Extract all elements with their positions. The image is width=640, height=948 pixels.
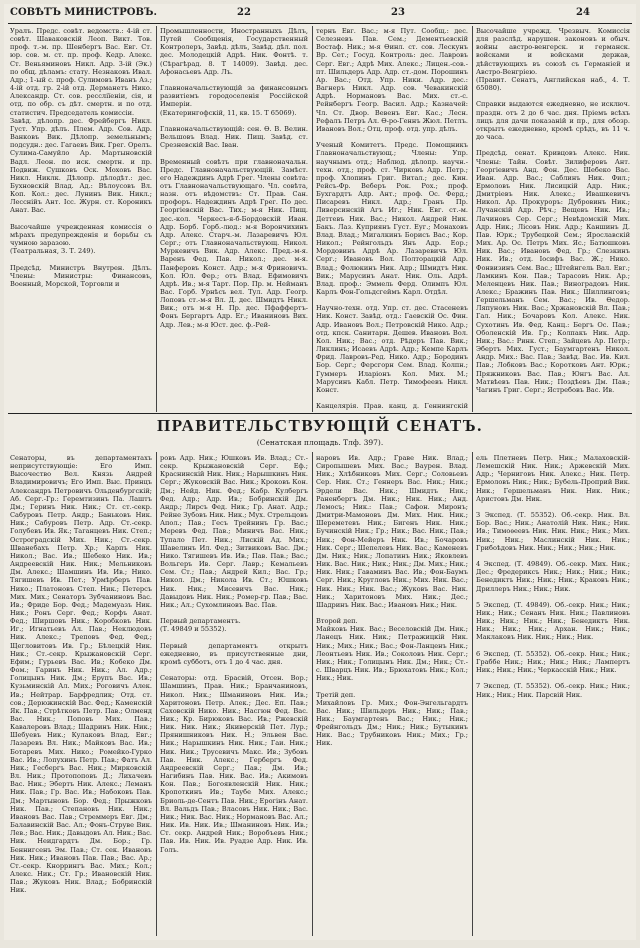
column-divider: [156, 26, 157, 412]
senate-address: (Сенатская площадь. Тлф. 397).: [256, 438, 384, 447]
column-3: [316, 27, 468, 411]
column-6: [160, 454, 308, 934]
column-divider: [472, 452, 473, 936]
page-number-23: 23: [391, 7, 405, 18]
column-6-text: ровъ Адр. Ник.; Юшковъ Ив. Влад.; Ст.-секр. Крыжановскій Серг. Еф.; Краснинскій Ник. Ник.; Нарышкинъ Ник. Серг.; Жуковскій Вас. Ник.; Кроковъ Кон. Дм.; Нейд. Ник. Фед.; Кабр. Кулбергъ Фед. Адр.; Адр. Ив.; Бобринскій Дм. Андр.; Лирсъ Фед. Ник.; Гр. Анат. Адр.; Рейне Зубовъ Ник. Ник.; Мух. Стрельцовъ Апол.; Пав.; Гесъ Трейнинъ Гр. Вас.; Меревъ Фед. Пав.; Миничъ Вас. Ник.; Тупало Пет. Ник.; Лискій Ад. Мих.; Шавелинъ Ил. Фед.; Зитвиковъ Вас. Дм.; Нико. Тягишевъ Ив. Ив.; Пав. Пав.; Вас.; Вольгеръ Ив. Серг. Лавр.; Кемальевъ Сем. Ст.; Пав.; Андрей Кил.; Вас. Гр.; Никол. Дм.; Никола Ив. Ст.; Юшковъ Ник. Ник.; Мисевичъ Вас. Ник.; Давыдовъ Ник. Ник.; Ромер-гр. Пав.; Вас. Ник.; Ал.; Сухомлиновъ Вас. Пав. Первый департаментъ. (Т. 49849 и 55352). Первый департаментъ открытъ ежедневно, въ присутственные дни, кромѣ субботъ, отъ 1 до 4 час. дня. Сенаторы: отд. Брасвій, Отсен. Вор.; Шамшинъ, Прав. Ник.; Бранчаниновъ, Никол. Ник.; Шманиновъ Ник. Ив.; Харитоновъ Петр. Алек.; Дес. Еп. Пав.; Саховскій Нико. Ник.; Насгюн Фед. Вас. Ник.; Кр. Бирюковъ Вас. Ив.; Ржевскій Ник. Ник. Ник.; Якиверскій Пет. Лур.; Прянишниковъ Ник. Н.; Эльвен Вас. Ник.; Нарышкинъ Ник. Ник.; Гаи. Ник.; Ник. Ник.; Трусевичъ Макс. Ив.; Зубовъ Пав. Ник. Алекс.; Гербергъ Фед. Андреевскій Серг.; Пав.; Дм. Ив.; Нагибинъ Пав. Ник. Вас. Ив.; Акимовъ Кон. Пав.; Богоявленскій Ник. Ник.; Кропоткинъ Ив.; Таубе Мих. Алекс.; Бриоль-де-Сентъ Пав. Ник.; Ерогінъ Анат. Вл. Вальдъ Пав.; Власовъ Ник. Ник.; Вас. Ник.; Ник. Вас. Ник.; Нормановъ Вас. Ал.; Ник. Ив. Ник. Ив.; Шманиновъ Ник. Ив.; Ст. секр. Андрей Ник.; Воробъевъ Ник.; Пав. Ив. Ник. Ив. Руадзе Адр. Ник. Ив. Голъ.: [160, 454, 308, 854]
column-divider: [156, 452, 157, 936]
column-5: [10, 454, 152, 934]
page-number-24: 24: [576, 7, 590, 18]
column-4-text: Высочайше учрежд. Чрезвыч. Комиссія для разслѣд. нарушен. законовъ и обыч. войны австро-венгерск. и германск. войсками и войсками держав, дѣйствующихъ въ союзѣ съ Германіей и Австро-Венгріею. (Правит. Сенатъ, Английская наб., 4. Т. 65080). Справки выдаются ежедневно, не исключ. праздн. отъ 2 до 6 час. дня. Пріемъ всѣхъ лицъ для дачи показаній и пр., для обозр. открытъ ежедневно, кромѣ срѣдъ, въ 11 ч. до часа. Предсѣд. сенат. Кривцовъ Алекс. Ник. Члены: Тайн. Совѣт. Зилиферовъ Ант. Георгіевичъ Анд. Фон. Дес. Шебеко Вас. Иван. Адр. Вас.; Саблинъ Ник. Фил.; Ермоловъ Ник. Лисицкій Адр. Ник.; Дмитріевъ Ник. Алекс.; Ивашкевичъ Никол. Ар. Прокуроръ: Дубровинъ Ник.; Лучанскій Адр. Рѣч.; Вещевъ Ник. Ив.; Лачиновъ Сер. Серг.; Невѣдомскій Мих. Адр. Ник.; Лісовъ Ник. Адр.; Каншинъ Д. Пав. Юрк.; Трубецкой Сем.; Ярославскій Мих. Ар. Ос. Петръ Мих. Яс.; Батюшковъ Ник. Вас.; Ивановъ Фед. Гр.; Слезкинъ Ник. Ив.; отд. Іосифъ Вас. Ж.; Нико. Фонвизинъ Сем. Вас.; Штейнгель Вал. Евг.; Ламкинъ Кон. Пав.; Тарасовъ Ник. Ар.; Меленцевъ Ник. Пав.; Виноградовъ Ник. Алекс.; Бражинъ Пав. Ник.; Шиллинговъ; Гершельманъ Сем. Вас.; Ив. Ѳедор. Ляпуновъ Ник. Вас.; Хржановскій Вл. Пав.; Гал. Ник.; Бочаровъ Кол. Алекс. Ник. Сухотинъ Ив. Фед. Канц.: Бергъ Ос. Пав.; Оболенскій Ив. Гр.; Колпакъ Ник. Адр. Ник.; Вас.: Ринк. Степ.; Зайцевъ Ар. Петр.; Эбертъ Мих. Густ.; Баумгартенъ Никол. Андр. Мих.: Вас. Пав.; Завѣд. Вас. Ив. Кил. Пав.; Лобковъ Вас.; Коротковъ Ант. Юрк.; Пряжниковъ Вас. Пав.; Юнгъ Вас. Ал. Матвѣевъ Пав. Ник.; Поздѣевъ Дм. Пав.; Чагинъ Григ. Серг.; Ястребовъ Вас. Ив.: [476, 27, 630, 394]
page: [4, 4, 636, 940]
header-rule: [8, 23, 632, 24]
column-1-text: Уралъ. Предс. совѣт. ведомств.: 4-ій ст. совѣт. Шаваковскій Леоп. Викт. Тов. проф. т.-м. пр. Шенбергъ Вас. Евг. Ст. юр. сов. м. ст. пр. проф. Кедр. Алекс. Ст. Веньяминовъ Никл. Адр. 3-ій (Эк.) по общ. дѣламъ: стату. Незнаковъ Ивал. Адр.; 1-ый с. проф. Сулимовъ Иванъ Аз.; 4-ій отд. гр. 2-ій отд. Дерманетъ Нико. Александр. Ст. сов. рессліїеніи, сія, и отд. по обр. съ дѣт. смертн. и по отд. статистич. Председатель комиссіи. Завѣд. дѣлопр. дес. Фрейбергъ Никл. Густ. Упр. дѣлъ. Плем. Адр. Сов. Адр. Ванковъ Вик. Дѣлопр. земельнымъ; подсудн.: дес. Гагаевъ Вик. Грег. Орелъ. Сулима-Самуйло Ар. Мартыновскій Вадл. Леон. по иск. смертн. и пр. Подвиж. Сушковъ Оск. Моховъ Вас. Никл. Никлк. Дѣлопр. дѣлодѣт.: дес. Бухновскій Влад. Ад.: Вѣлоусовъ Вл. Коп. Кол.: дес. Лунинъ Вик. Никл.; Лесснійъ Ант. Ісс. Журн. ст. Короникъ Анат. Вас. Высочайше учрежденная комиссія о мѣрахъ предупрежденія и борьбы съ чумною заразою. (Театральная, 3. Т. 249). Предсѣд. Министръ Внутрен. Дѣлъ. Члены: Министры: Финансовъ, Военный, Морской, Торговли и: [10, 27, 152, 288]
column-7-text: наровъ Ив. Адр.; Граве Ник. Влад.; Сиропышевъ Мих. Вас.; Ваурен. Влад. Ник.; Хлѣбниковъ Мих. Серг.; Соловьевъ Сер. Ник. Ст.; Геннеръ Вас. Ник.; Ник.; Эрдели Вас. Ник.; Шмидтъ Ник.; Раненбергъ Дм. Ник.; Ник. Ник.; Анд. Лемосъ; Ник.: Пав.; Сафон. Миронъ; Дмитри-Мамоновъ Дм. Мих. Ник. Ник.; Шереметевъ Ник.; Бигенъ Ник. Ник.; Бучинскій Ник.; Гр.; Ник.; Вас. Ник.; Пав.; Ник.; Фон-Мейеръ Ник. Ив.; Бочаровъ Ник. Серг.; Шепелевъ Ник. Вас.; Каменевъ Дм. Ник.; Ник.; Лопатинъ Ник.; Яковлевъ Ник. Вас. Ник.; Ник.; Ник.; Дм. Мих.; Ник.; Ник. Ник.; Гаваминъ Вас. Ив.; Фон-Баумъ Серг. Ник.; Кругловъ Ник.; Мих. Ник. Вас.; Ник. Ник.; Ник. Вас.; Жуковъ Вас. Ник. Ник.; Харитоновъ Мих. Ник.; Дес.; Шадринъ Ник. Вас.; Ивановъ Ник.; Ник. Второй деп. Майковъ Ник. Вас.; Веселовскій Дм. Ник.; Ланецъ Ник. Ник.; Петражицкій Ник. Ник.; Мих.; Ник.; Вас.; Фон-Ланценъ Ник.; Леонтьевъ Ник. Ив.; Соколовъ Ник. Серг.; Ник.; Ник.; Голицынъ Ник. Дм.; Ник.; Ст.-с. Шварцъ Ник. Ив.; Брюхатовъ Ник.; Кол.; Ник.; Ник. Третій деп. Михайловъ Гр. Мих.; Фон-Энгельгардтъ Вас. Ник.; Шильдеръ Ник.; Ник.; Пав.; Ник.; Баумгартенъ Вас.; Ник.; Ник.; Фрейнгольдъ Дм.; Ник.; Ник.; Бутыкинъ Ник. Вас.; Трубниковъ Ник.; Мих.; Гр.; Ник.: [316, 454, 468, 748]
column-8-text: ель Плетневъ Петр. Ник.; Малаховскій-Лемешскій Ник. Ник.; Аржевскій Мих. Адр.; Черниговъ Ник. Алекс.; Ник. Петр. Ермоловъ Ник.; Ник.; Бубель-Проприй Вик. Ник.; Гершельманъ Ник. Ник. Ник.; Аристовъ Дм. Ник. З Экспед. (Т. 55352). Об.-секр. Ник. Вл. Бор. Вас.; Ник.; Анатолій Ник. Ник.; Ник. Ив.; Тимоѳеевъ Ник. Ник. Ник.; Ник.; Мих. Ник.; Ник.; Маслинскій Ник. Ник.; Грибоѣдовъ Ник. Ник.; Ник.; Ник.; Ник. 4 Экспед. (Т. 49849). Об.-секр. Мих. Ник.; Дес.; Фредериксъ Ник.; Ник.; Ник.; Ник.; Бенедиктъ Ник.; Ник.; Ник.; Краковъ Ник.; Дриллеръ Ник.; Ник.; Ник. 5 Экспед. (Т. 49849). Об.-секр. Ник.; Ник.; Ник.; Ник.; Сенанъ Ник. Ник.; Павлиновъ Ник.; Ник.; Ник.; Ник.; Бенедиктъ Ник. Ник.; Ник.; Ник.; Архан. Ник.; Ник.; Маклаковъ Ник. Ник.; Ник.; Ник. 6 Экспед. (Т. 55352). Об.-секр. Ник.; Ник.; Граббе Ник.; Ник.; Ник.; Ник.; Лампертъ Ник.; Ник.; Ник.; Черкасскій Ник.; Ник. 7 Экспед. (Т. 55352). Об.-секр. Ник.; Ник.; Ник.; Ник.; Ник. Парсвій Ник.: [476, 454, 630, 699]
column-4: [476, 27, 630, 411]
column-2-text: Промышленности, Иностранныхъ Дѣлъ, Путей Сообщенія, Государственный Контролеръ, Завѣд. дѣлъ, Завѣд. дѣл. пол. дес. Молодецкій Адрѣ. Ник. Фонтѣ. т. (Сѣрагѣрад. 8. Т 14009). Завѣд. дес. Афонасьевъ Адр. Лъ. Главноначальствующій за финансовымъ развитіемъ городоселенія Россійской Имперіи. (Екатерингофскій, 11, кв. 15. Т 65069). Главноначальствующій: сен. Ѳ. В. Велин. Вельшовъ Влад. Ник. Пищ. Завѣд. ст. Срезневскій Вас. Іван. Временный совѣтъ при главноначальн. Предс. Главноначальствующій. Замѣст. его Надеждинъ Адрѣ Грег. Члены совѣта: отъ Главноначальствующаго. Чл. совѣта, назн. отъ вѣдомствъ: Ст. Прав. Сан. профоръ. Надеждинъ Адрѣ Грег. По дес. Георгіевскій Вас. Тих.; м-я Ник. Пищ. дес.-кол. Черкесъ-я-б-Бордовскій Иван. Адр. Борб. Горб.-люд.: м-я Ворончихинъ Адр. Алекс. Старч.-м. Лазаревичъ Юл. Серг.; отъ Главноначальствующ. Никол. Муркевичъ Вик. Адр. Алекс. Пред.-м-я. Варенъ Фед. Пав. Никол.; дес. м-я. Панферовъ Конст. Адр.; м-я Фриновичъ. Кол. Юл. Фер.; отъ Влад. Ефимовичъ Адрѣ. Ив.; м-я Тарт. Пор. Пр. м. Нейманъ Вас. Горб. Урнѣсъ вел. Тул. Адр. Геогр. Лоповъ ст.-м-я Вл. Д. дес. Шмидтъ Никл. Вик.; отъ м-я Н. Пр. дес. Пфаффертъ-Фонъ Бергартъ Адр. Ег.; Иваниновъ Вих. Адр. Лев.; м-я Юст. дес. ф.-Рей-: [160, 27, 308, 329]
column-divider: [472, 26, 473, 412]
senate-title: ПРАВИТЕЛЬСТВУЮЩІЙ СЕНАТЪ.: [157, 416, 483, 435]
page-number-22: 22: [237, 7, 251, 18]
section-rule: [8, 413, 632, 414]
column-3-text: тернъ Евг. Вас.; м-я Пут. Сообщ.: дес. Селезневъ Пав. Сем.; Дементьевскій Востаф. Ник.; м-я Ѳинл. ст. сов. Лескунъ Вр. Сет.; Госуд. Контроль: дес. Лавровъ Серг. Евг.; Адрѣ Мих. Алекс.; Лицен.-сов.-пт. Шильдеръ Адр. Адр. ст.-дом. Порошинъ Ар. Вас.; Отд. Упр. Ники. Адр. дес.: Вагнеръ Никл. Адр. сов. Чевакинскій Адрѣ. Нормановъ Вас. Мих. ст.-с. Рейнбергъ Геогр. Васил. Адр.; Казначей: Чл. Ст. Двор. Вевенъ Евг. Кас.; Лесн. Рефалъ Петръ Ал. Ѳ-ро-Геннъ Жюл. Петлъ. Ивановъ Вол.; Отц. проф. отд. упр. дѣлъ. Ученый Комитетъ. Предс. Помощникъ Главноначальствующ.; Члены: Упр. научнымъ отд.; Наблюд. дѣлопр. научн.-техн. отд.; проф. ст. Чирковъ Адр. Петр.; проф. Хлопинъ Григ. Витал.; дес. Кин. Рейсъ-Фр. Веберъ Рок. Рох.; проф. Бухгардтъ Адр. Ант.; проф. Ос. Ферд.; Писаревъ Никл. Адр.; Гранъ Пр. Ливерсинскій Агъ Иг.; Ник. Евг. ст.-м. Деттевъ Ник. Вас.; Никол. Андрей Ник. Бакъ. Лаз. Куприянъ Густ. Еуг.; Монаховъ Влад. Влад.; Мигалкинъ Борисъ Вас.; Кор. Никол.; Рейнгольдъ Янъ Адр. Еор.; Мордовинъ Адрѣ Ар. Лазаревичъ Юл. Серг.; Ивановъ Вол. Полторацкій Адр. Влад.; Фолюкинъ Ник. Адр.; Шмидтъ Ник. Вик.; Марусинъ Анат. Ник. Оль. Адрѣ. Влад. проф.: Эммель Ферд. Олимпъ Юл. Карлъ Фон-Гольдсгеймъ Карл. Отдѣл. Научно-техн. отд. Упр. ст. дес. Стасеневъ Ник. Конст. Завѣд. отд.: Гаевскій Ос. Фин. Адр. Ивановъ Вол.; Петровскій Нико. Адр.; отд. кпск. Санитарн. Дешев. Ивановъ Вол. Кол. Ник.; Вас.; отд. Рѣдеръ Пав. Вик.; Ликлинъ; Исаевъ Адрѣ. Адр.; Кемпе Карлъ Фрид. Лавровъ-Ред. Нико. Адр.; Бородинъ Бор. Серг.; Ферсгорн Сем. Влад. Колпн.; Гуммеръ Иларіонъ Кол. Мих. М.; Марусинъ Кабл. Петр. Тимофеевъ Никл. Конст. Канцелярія. Прав. канц. д. Геннингскій: [316, 27, 468, 411]
column-1: [10, 27, 152, 411]
column-8: [476, 454, 630, 934]
column-2: [160, 27, 308, 411]
column-divider: [312, 452, 313, 936]
running-header-title: СОВѢТЪ МИНИСТРОВЪ.: [10, 7, 157, 18]
column-5-text: Сенаторы, въ департаментахъ неприсутствующіе: Его Имп. Высочество Вел. Князь Андрей Владимировичъ; Его Имп. Выс. Принцъ Александръ Петровичъ Ольденбургскій; Аб. Серг.-Гр.: Геремтизинъ Па. Лаштъ Дм.; Геринъ Ник. Ник.; Ст. ст.-секр. Сабуровъ Петр. Андр.; Баньковъ Ник. Ник.; Сабуровъ Петр. Адр. Ст.-секр. Голубевъ Ив. Як.; Таганцевъ Ник. Степ.; Остроградскій Мих. Ник.; Ст.-секр. Шванебахъ Петр. Хр.; Карпъ Ник. Никол.; Вас. Ив.; Шебеко Ник. Ив.; Андреевскій Ник. Ник.; Мельниковъ Дм. Алекс.; Шамшинъ Ив. Ив.; Нико. Тягишевъ Ив. Пет.; Урмѣрберъ Пав. Нико.; Платоновъ Степ. Ник.; Петерсъ Мих. Мих.; Сенаторъ Зубчаниновъ Вас. Ив.; Фриде Бор. Фед.; Мадемуазъ Ник. Ник.; Ронъ Серг. Фед.; Корфъ Анат. Фед.; Ширшовъ Ник.; Коробковъ Ник. Иг.; Игнатьевъ Ал. Пав.; Неклюдовъ Ник. Алекс.; Треповъ Фед. Фед.; Щегловитовъ Ив. Гр.; Бѣлецкій Ник. Ник.; Ст.-секр. Крыжановскій Серг. Ефим.; Гурьевъ Вас. Ив.; Кобеко Дм. Фом.; Гаринъ Ник. Ник.; Ал. Адр.; Голицынъ Ник. Дм.; Ерупъ Вас. Ив.; Кузьминскій Ал. Мих.; Роговичъ Алек. Ив.; Нейтрар. Барфредлик; Отд. ст. сов.; Дерюжинскій Вас. Фед.; Каменскій Як. Пав.; Стрѣтковъ Петр. Пав.; Олменд Вас. Ник.; Поповъ Мих. Пав.; Кавалеровъ Влад.; Шадринъ Ник. Ник.; Шебуевъ Ник.; Кулаковъ Влад. Евг.; Лазаревъ Вл. Ник.; Майковъ Вас. Ив.; Ботаревъ Мих. Нико.; Ромейко-Гурко Вас. Ив.; Лопухинъ Петр. Пав.; Фатъ Ал. Ник.; Гесбергъ Вас. Ник.; Мирковскій Вл. Ник.; Протопоповъ Д.; Лихачевъ Вас. Ник.; Эбертъ Ник. Алекс.; Леманъ Ник. Пав.; Гр. Вас. Ив.; Набоковъ Пав. Дм.; Мартыновъ Бор. Фед.; Прыжковъ Ник. Пав.; Степановъ Ник. Ник.; Ивановъ Вас. Пав.; Стреммеръ Евг. Дм.; Балавинскій Вас. Ал.; Фонъ-Струве Вик. Лев.; Вас. Ник.; Давыдовъ Ал. Ник.; Вас. Ник. Неидгардтъ Дм. Бор.; Гр. Беннигсенъ Эм. Пав.; Ст. сек. Ивановъ Ник. Ник.; Ивановъ Пав. Пав.; Вас. Ар.; Ст.-секр. Кноррингъ Вас. Мих.; Кол.; Алекс. Ник.; Ст. Гр.; Ивановскій Ник. Пав.; Жуковъ Ник. Влад.; Бобринскій Ник.: [10, 454, 152, 895]
column-7: [316, 454, 468, 934]
column-divider: [312, 26, 313, 412]
